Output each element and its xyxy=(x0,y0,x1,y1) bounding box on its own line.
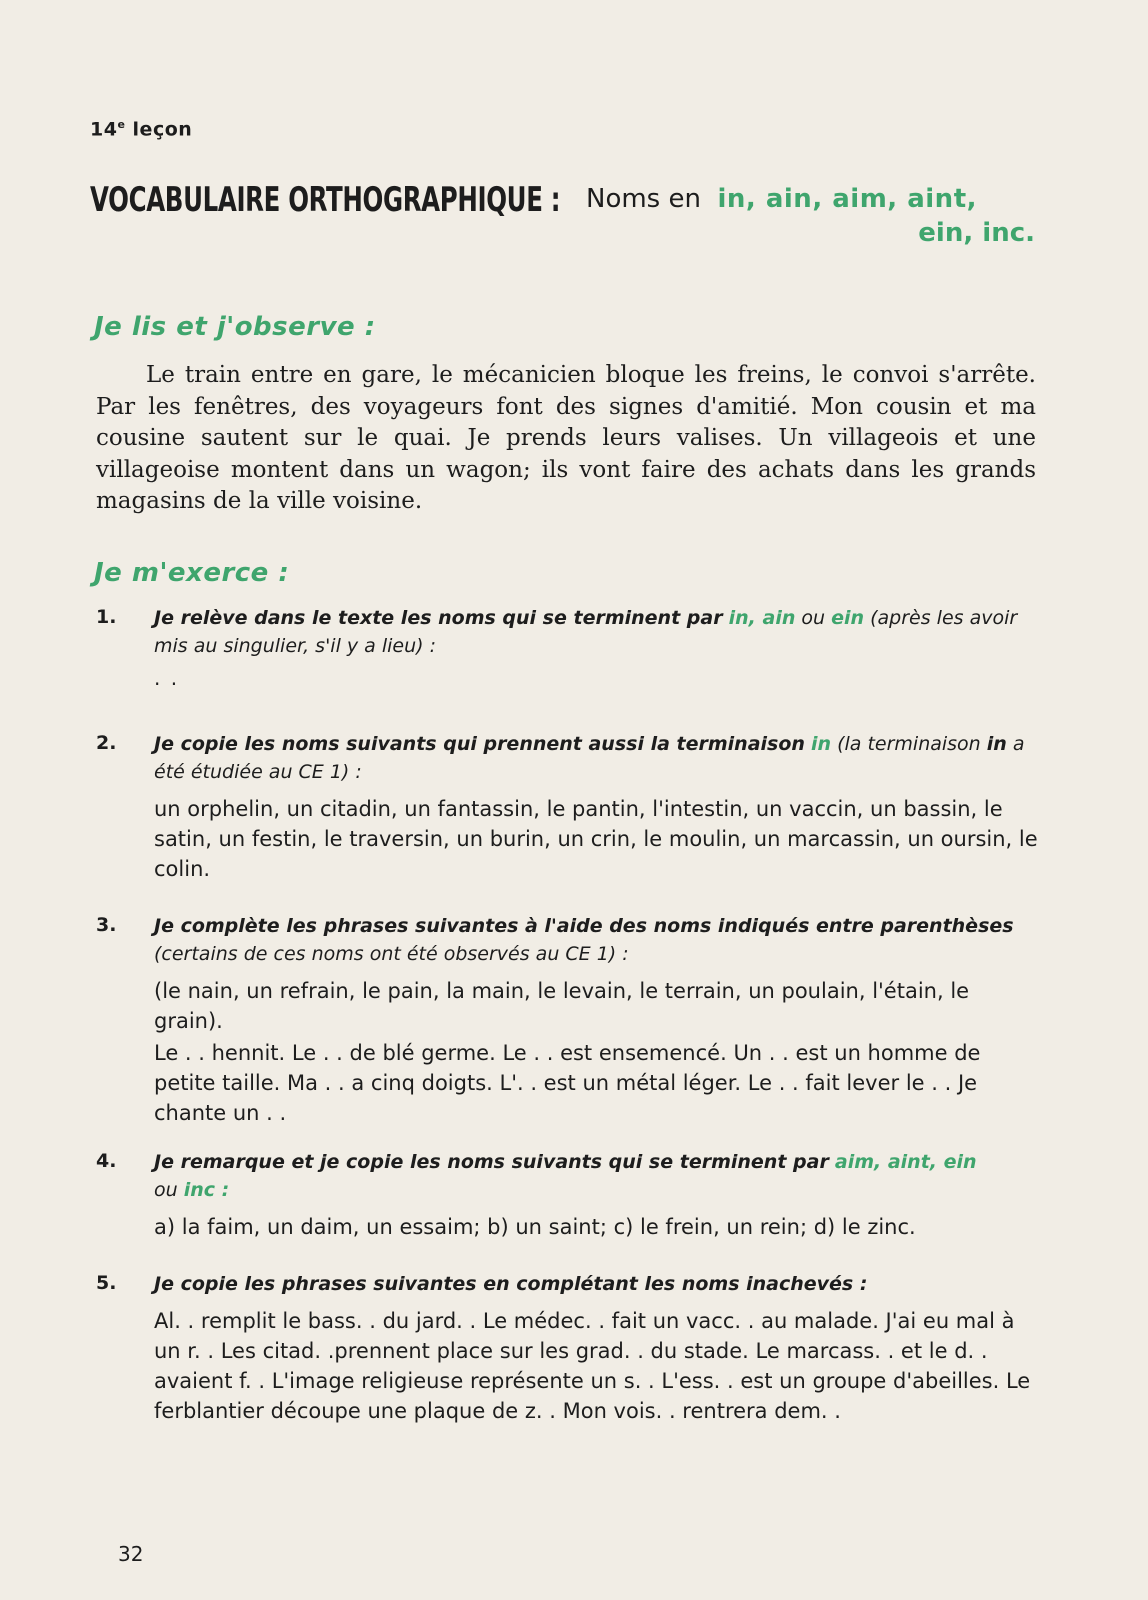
instr-part: Je relève dans le texte les noms qui se terminent par xyxy=(154,607,723,629)
exercise-4 xyxy=(96,1148,1041,1242)
title-main: VOCABULAIRE ORTHOGRAPHIQUE : xyxy=(90,180,561,220)
instr-part: Je copie les noms suivants qui prennent aussi la terminaison xyxy=(154,733,805,755)
reading-text: Le train entre en gare, le mécanicien bloque les freins, le convoi s'arrête. Par les fenêtres, des voyageurs font des signes d'amitié. Mon cousin et ma cousine sautent sur le quai. Je prends leurs valises. Un villageois et une villageoise montent dans un wagon; ils vont faire des achats dans les grands magasins de la ville voisine. xyxy=(96,362,1036,514)
exercise-instruction xyxy=(154,1148,1041,1204)
page-number: 32 xyxy=(118,1542,144,1566)
instr-part: a été étudiée au CE 1) : xyxy=(154,733,1025,783)
exercise-instruction xyxy=(154,604,1041,660)
exercises-heading: Je m'exerce : xyxy=(94,558,290,588)
title-subtitle xyxy=(586,184,977,214)
exercise-5 xyxy=(96,1270,1041,1426)
lesson-title xyxy=(90,180,1035,248)
answer-dots: . . xyxy=(154,666,180,690)
title-endings-line1: in, ain, aim, aint, xyxy=(717,184,977,214)
instr-part: Je complète les phrases suivantes à l'aide des noms indiqués entre parenthèses xyxy=(154,915,1014,937)
instr-part: ou xyxy=(154,1179,178,1201)
instr-part: (la terminaison xyxy=(837,733,981,755)
title-sub-prefix: Noms en xyxy=(586,184,701,214)
instr-part: Je remarque et je copie les noms suivants qui se terminent par xyxy=(154,1151,829,1173)
exercise-instruction xyxy=(154,730,1041,786)
exercise-2 xyxy=(96,730,1041,884)
instr-ending: in, ain xyxy=(728,607,796,629)
instr-ending: ein xyxy=(831,607,865,629)
exercise-1 xyxy=(96,604,1041,690)
lesson-word: leçon xyxy=(132,118,193,141)
exercise-3 xyxy=(96,912,1041,1128)
exercise-instruction xyxy=(154,1270,1041,1298)
exercise-number: 4. xyxy=(96,1150,117,1172)
instr-part: ou xyxy=(801,607,826,629)
exercise-instruction xyxy=(154,912,1041,968)
exercise-text: un orphelin, un citadin, un fantassin, le pantin, l'intestin, un vaccin, un bassin, le satin, un festin, le traversin, un burin, un crin, le moulin, un marcassin, un oursin, le colin. xyxy=(154,797,1038,881)
exercise-number: 1. xyxy=(96,606,117,628)
exercise-number: 2. xyxy=(96,732,117,754)
exercise-text: a) la faim, un daim, un essaim; b) un saint; c) le frein, un rein; d) le zinc. xyxy=(154,1215,916,1239)
instr-ending: inc : xyxy=(183,1179,230,1201)
lesson-number-value: 14 xyxy=(90,118,118,141)
title-endings-line2: ein, inc. xyxy=(918,218,1035,248)
lesson-number xyxy=(90,118,192,140)
instr-ending: in xyxy=(810,733,832,755)
exercise-word-list: (le nain, un refrain, le pain, la main, le levain, le terrain, un poulain, l'étain, le grain). xyxy=(154,979,970,1033)
instr-ending: aim, aint, ein xyxy=(834,1151,977,1173)
instr-ending: in xyxy=(986,733,1007,755)
instr-part: Je copie les phrases suivantes en complétant les noms inachevés : xyxy=(154,1273,868,1295)
exercise-text: Le . . hennit. Le . . de blé germe. Le . . est ensemencé. Un . . est un homme de petite taille. Ma . . a cinq doigts. L'. . est un métal léger. Le . . fait lever le . . Je chante un . . xyxy=(154,1041,981,1125)
instr-part: (après les avoir mis au singulier, s'il y a lieu) : xyxy=(154,607,1018,657)
exercise-number: 3. xyxy=(96,914,117,936)
exercise-number: 5. xyxy=(96,1272,117,1294)
lesson-number-suffix: e xyxy=(117,118,126,131)
instr-part: (certains de ces noms ont été observés au CE 1) : xyxy=(154,943,629,965)
exercise-text: Al. . remplit le bass. . du jard. . Le médec. . fait un vacc. . au malade. J'ai eu mal à un r. . Les citad. .prennent place sur les grad. . du stade. Le marcass. . et le d. . avaient f. . L'image religieuse représente un s. . L'ess. . est un groupe d'abeilles. Le ferblantier découpe une plaque de z. . Mon vois. . rentrera dem. . xyxy=(154,1309,1031,1423)
reading-heading: Je lis et j'observe : xyxy=(94,312,376,342)
